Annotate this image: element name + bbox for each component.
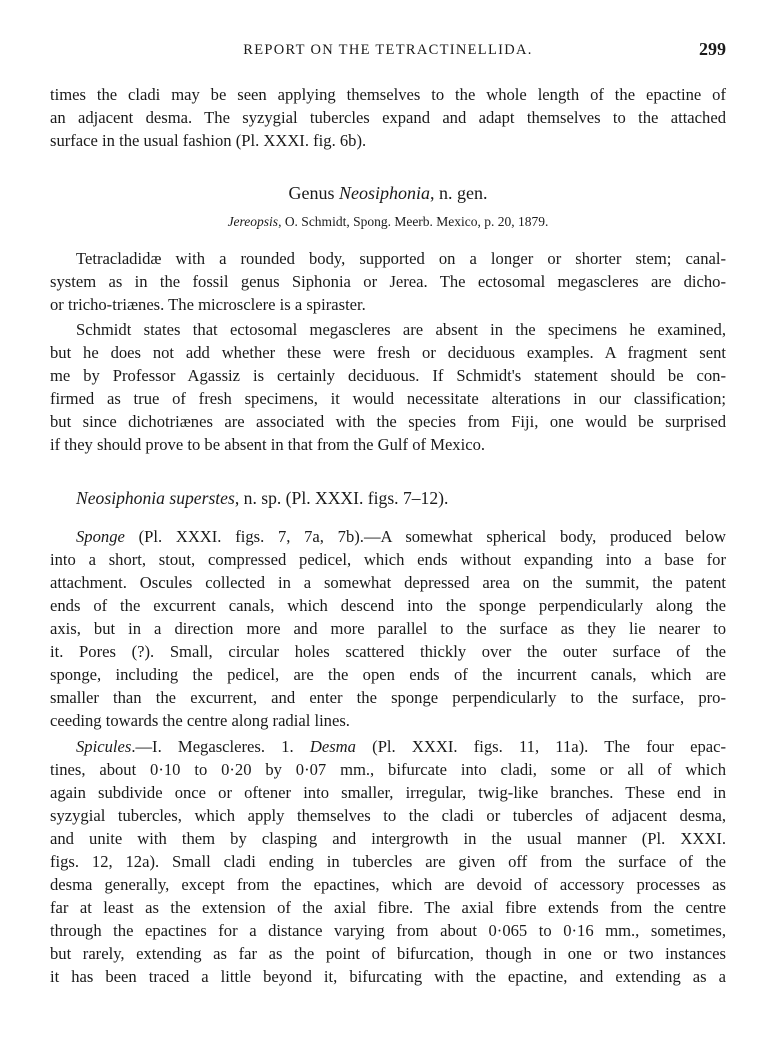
para5-line-7: desma generally, except from the epactines, which are devoid of accessory processes as bbox=[50, 875, 726, 894]
para4-line-4: ends of the excurrent canals, which descend into the sponge perpendicularly along the bbox=[50, 596, 726, 615]
para5-line-6: figs. 12, 12a). Small cladi ending in tubercles are given off from the surface of the bbox=[50, 852, 726, 871]
para4-line-5: axis, but in a direction more and more parallel to the surface as they lie nearer to bbox=[50, 619, 726, 638]
para4-line-1 bbox=[76, 526, 726, 548]
para5-line-2: tines, about 0·10 to 0·20 by 0·07 mm., bifurcate into cladi, some or all of which bbox=[50, 760, 726, 779]
species-heading bbox=[76, 488, 448, 509]
para4-line-6: it. Pores (?). Small, circular holes scattered thickly over the outer surface of the bbox=[50, 642, 726, 661]
synonym-name: Jereopsis bbox=[227, 214, 279, 229]
genus-name: Neosiphonia bbox=[338, 183, 430, 203]
spicules-mid: .—I. Megascleres. 1. bbox=[131, 737, 310, 756]
para1-line-1: times the cladi may be seen applying themselves to the whole length of the epactine of bbox=[50, 85, 726, 104]
genus-suffix: , n. gen. bbox=[430, 183, 488, 203]
sponge-lead: Sponge bbox=[76, 527, 125, 546]
para1-line-2: an adjacent desma. The syzygial tubercles expand and adapt themselves to the attached bbox=[50, 108, 726, 127]
species-rest: , n. sp. (Pl. XXXI. figs. 7–12). bbox=[234, 488, 449, 508]
running-title: REPORT ON THE TETRACTINELLIDA. bbox=[243, 42, 533, 58]
species-name: Neosiphonia superstes bbox=[76, 488, 235, 508]
para4-line-9: ceeding towards the centre along radial lines. bbox=[50, 711, 350, 730]
para2-line-2: system as in the fossil genus Siphonia or Jerea. The ectosomal megascleres are dicho- bbox=[50, 272, 726, 291]
page-number: 299 bbox=[699, 39, 726, 59]
para5-line-4: syzygial tubercles, which apply themselves to the cladi or tubercles of adjacent desma, bbox=[50, 806, 726, 825]
para3-line-3: me by Professor Agassiz is certainly deciduous. If Schmidt's statement should be con- bbox=[50, 366, 726, 385]
para4-line-3: attachment. Oscules collected in a somewhat depressed area on the summit, the patent bbox=[50, 573, 726, 592]
para5-line-9: through the epactines for a distance varying from about 0·065 to 0·16 mm., sometimes, bbox=[50, 921, 726, 940]
synonym-citation bbox=[50, 214, 726, 230]
para3-line-4: firmed as true of fresh specimens, it would necessitate alterations in our classification; bbox=[50, 389, 726, 408]
para3-line-1: Schmidt states that ectosomal megascleres are absent in the specimens he examined, bbox=[76, 320, 726, 339]
para2-line-1: Tetracladidæ with a rounded body, supported on a longer or shorter stem; canal- bbox=[76, 249, 726, 268]
para5-line-10: but rarely, extending as far as the point of bifurcation, though in one or two instances bbox=[50, 944, 726, 963]
page-header bbox=[50, 38, 726, 64]
para4-line-7: sponge, including the pedicel, are the open ends of the incurrent canals, which are bbox=[50, 665, 726, 684]
para5-line-3: again subdivide once or oftener into smaller, irregular, twig-like branches. These end in bbox=[50, 783, 726, 802]
para5-line-11: it has been traced a little beyond it, bifurcating with the epactine, and extending as a bbox=[50, 967, 726, 986]
para5-line-5: and unite with them by clasping and intergrowth in the usual manner (Pl. XXXI. bbox=[50, 829, 726, 848]
genus-prefix: Genus bbox=[288, 183, 339, 203]
para4-line-8: smaller than the excurrent, and enter the sponge perpendicularly to the surface, pro- bbox=[50, 688, 726, 707]
genus-heading bbox=[50, 183, 726, 204]
para1-line-3: surface in the usual fashion (Pl. XXXI. fig. 6b). bbox=[50, 131, 367, 150]
sponge-first-rest: (Pl. XXXI. figs. 7, 7a, 7b).—A somewhat spherical body, produced below bbox=[124, 527, 726, 546]
spicules-first-rest: (Pl. XXXI. figs. 11, 11a). The four epac- bbox=[355, 737, 726, 756]
para5-line-1 bbox=[76, 736, 726, 758]
synonym-rest: , O. Schmidt, Spong. Meerb. Mexico, p. 20, 1879. bbox=[278, 214, 549, 229]
para3-line-6: if they should prove to be absent in that from the Gulf of Mexico. bbox=[50, 435, 486, 454]
para5-line-8: far at least as the extension of the axial fibre. The axial fibre extends from the centre bbox=[50, 898, 726, 917]
para3-line-2: but he does not add whether these were fresh or deciduous examples. A fragment sent bbox=[50, 343, 726, 362]
para2-line-3: or tricho-triænes. The microsclere is a spiraster. bbox=[50, 295, 366, 314]
desma-term: Desma bbox=[309, 737, 356, 756]
spicules-lead: Spicules bbox=[76, 737, 132, 756]
para4-line-2: into a short, stout, compressed pedicel, which ends without expanding into a base for bbox=[50, 550, 726, 569]
para3-line-5: but since dichotriænes are associated with the species from Fiji, one would be surprised bbox=[50, 412, 726, 431]
